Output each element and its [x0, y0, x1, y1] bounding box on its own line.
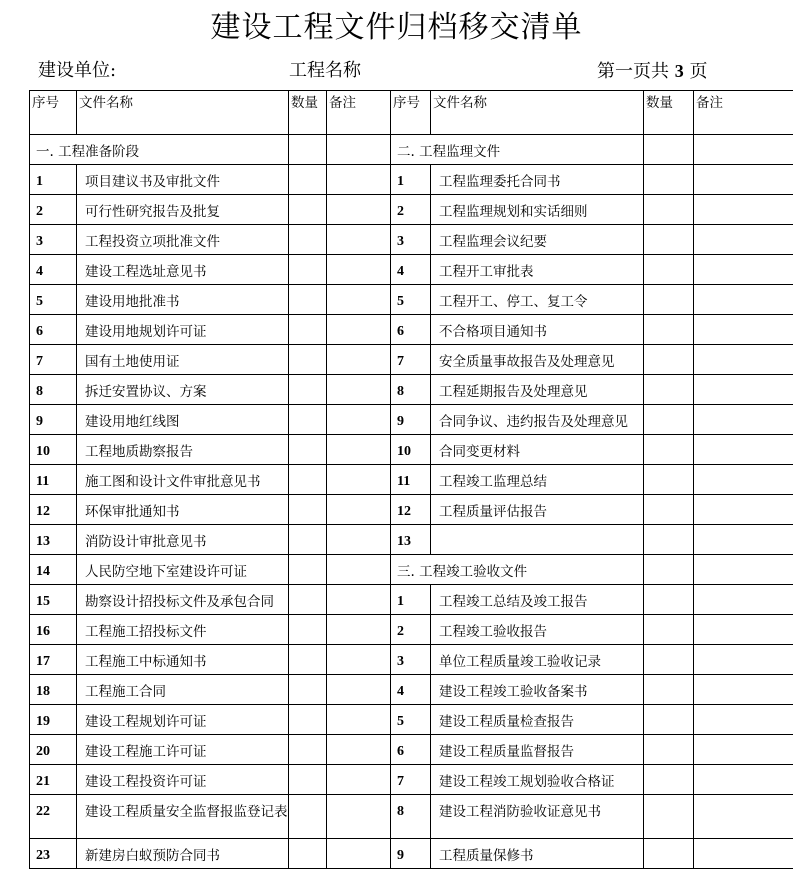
- table-row: [30, 839, 793, 869]
- left-item-number: 3: [30, 225, 77, 255]
- left-item-name: 消防设计审批意见书: [77, 525, 289, 555]
- left-item-name: 环保审批通知书: [77, 495, 289, 525]
- right-quantity-cell: [644, 735, 694, 765]
- right-item-name: 工程质量保修书: [431, 839, 644, 869]
- left-remark-cell: [327, 255, 391, 285]
- right-quantity-cell: [644, 765, 694, 795]
- right-item-number: 9: [391, 839, 431, 869]
- left-quantity-cell: [289, 345, 327, 375]
- table-row: [30, 645, 793, 675]
- left-item-number: 21: [30, 765, 77, 795]
- left-item-name: 建设用地批准书: [77, 285, 289, 315]
- table-row: [30, 795, 793, 839]
- left-item-number: 20: [30, 735, 77, 765]
- right-remark-cell: [694, 495, 793, 525]
- right-item-name: 工程延期报告及处理意见: [431, 375, 644, 405]
- right-item-name: 工程竣工监理总结: [431, 465, 644, 495]
- right-item-number: 11: [391, 465, 431, 495]
- right-quantity-cell: [644, 555, 694, 585]
- table-header-row: [30, 91, 793, 135]
- table-row: [30, 435, 793, 465]
- table-row: [30, 765, 793, 795]
- table-row: [30, 405, 793, 435]
- right-item-name: 工程开工、停工、复工令: [431, 285, 644, 315]
- table-row: [30, 465, 793, 495]
- right-item-number: 8: [391, 375, 431, 405]
- table-row: [30, 195, 793, 225]
- right-remark-cell: [694, 165, 793, 195]
- right-item-number: 8: [391, 795, 431, 839]
- right-remark-cell: [694, 705, 793, 735]
- left-remark-cell: [327, 555, 391, 585]
- left-item-name: 项目建议书及审批文件: [77, 165, 289, 195]
- right-quantity-cell: [644, 675, 694, 705]
- right-item-name: 建设工程质量检查报告: [431, 705, 644, 735]
- right-remark-cell: [694, 795, 793, 839]
- left-quantity-cell: [289, 839, 327, 869]
- right-remark-cell: [694, 555, 793, 585]
- right-item-number: 5: [391, 285, 431, 315]
- page-suffix: 页: [689, 61, 708, 82]
- left-remark-cell: [327, 735, 391, 765]
- right-quantity-cell: [644, 795, 694, 839]
- right-quantity-cell: [644, 465, 694, 495]
- table-row: [30, 345, 793, 375]
- left-item-number: 5: [30, 285, 77, 315]
- right-item-number: 9: [391, 405, 431, 435]
- right-quantity-cell: [644, 195, 694, 225]
- right-quantity-cell: [644, 405, 694, 435]
- right-remark-cell: [694, 345, 793, 375]
- right-item-number: 7: [391, 765, 431, 795]
- table-row: [30, 255, 793, 285]
- header-quantity: 数量: [644, 91, 694, 135]
- left-quantity-cell: [289, 585, 327, 615]
- left-item-name: 建设工程规划许可证: [77, 705, 289, 735]
- right-item-number: 7: [391, 345, 431, 375]
- left-item-number: 11: [30, 465, 77, 495]
- left-quantity-cell: [289, 765, 327, 795]
- right-remark-cell: [694, 735, 793, 765]
- left-remark-cell: [327, 525, 391, 555]
- page-prefix: 第一页共: [597, 61, 669, 82]
- right-item-number: 12: [391, 495, 431, 525]
- left-item-name: 国有土地使用证: [77, 345, 289, 375]
- left-remark-cell: [327, 645, 391, 675]
- left-quantity-cell: [289, 645, 327, 675]
- table-row: [30, 285, 793, 315]
- table-row: [30, 525, 793, 555]
- left-item-name: 建设工程投资许可证: [77, 765, 289, 795]
- left-item-number: 14: [30, 555, 77, 585]
- left-quantity-cell: [289, 615, 327, 645]
- left-item-name: 人民防空地下室建设许可证: [77, 555, 289, 585]
- left-item-number: 4: [30, 255, 77, 285]
- left-item-name: 工程施工招投标文件: [77, 615, 289, 645]
- left-item-number: 1: [30, 165, 77, 195]
- right-item-number: 2: [391, 195, 431, 225]
- right-remark-cell: [694, 315, 793, 345]
- right-item-name: 建设工程质量监督报告: [431, 735, 644, 765]
- table-row: [30, 225, 793, 255]
- page-indicator: [597, 58, 707, 84]
- right-item-name: 工程监理会议纪要: [431, 225, 644, 255]
- left-quantity-cell: [289, 435, 327, 465]
- right-item-number: 5: [391, 705, 431, 735]
- left-remark-cell: [327, 195, 391, 225]
- right-remark-cell: [694, 435, 793, 465]
- table-row: [30, 375, 793, 405]
- left-item-name: 勘察设计招投标文件及承包合同: [77, 585, 289, 615]
- right-item-name: 单位工程质量竣工验收记录: [431, 645, 644, 675]
- left-item-number: 22: [30, 795, 77, 839]
- right-section-heading: 三. 工程竣工验收文件: [391, 555, 644, 585]
- construction-unit-label: 建设单位:: [38, 60, 117, 81]
- right-quantity-cell: [644, 645, 694, 675]
- left-item-name: 建设工程选址意见书: [77, 255, 289, 285]
- right-quantity-cell: [644, 375, 694, 405]
- left-item-name: 建设用地红线图: [77, 405, 289, 435]
- left-remark-cell: [327, 585, 391, 615]
- left-item-number: 15: [30, 585, 77, 615]
- left-remark-cell: [327, 495, 391, 525]
- document-title: 建设工程文件归档移交清单: [210, 10, 583, 45]
- right-item-name: 工程监理委托合同书: [431, 165, 644, 195]
- left-item-name: 施工图和设计文件审批意见书: [77, 465, 289, 495]
- header-file-name: 文件名称: [77, 91, 289, 135]
- right-remark-cell: [694, 765, 793, 795]
- left-item-number: 19: [30, 705, 77, 735]
- left-remark-cell: [327, 615, 391, 645]
- right-quantity-cell: [644, 839, 694, 869]
- left-quantity-cell: [289, 375, 327, 405]
- left-quantity-cell: [289, 315, 327, 345]
- right-quantity-cell: [644, 435, 694, 465]
- left-quantity-cell: [289, 675, 327, 705]
- header-seq: 序号: [30, 91, 77, 135]
- table-row: [30, 735, 793, 765]
- left-remark-cell: [327, 375, 391, 405]
- project-name-label: 工程名称: [289, 60, 361, 81]
- left-remark-cell: [327, 435, 391, 465]
- right-remark-cell: [694, 645, 793, 675]
- left-item-number: 17: [30, 645, 77, 675]
- table-body: [30, 91, 793, 869]
- left-remark-cell: [327, 795, 391, 839]
- left-item-name: 拆迁安置协议、方案: [77, 375, 289, 405]
- right-item-number: 1: [391, 585, 431, 615]
- header-remark: 备注: [327, 91, 391, 135]
- table-row: [30, 555, 793, 585]
- left-quantity-cell: [289, 735, 327, 765]
- right-item-number: 1: [391, 165, 431, 195]
- right-quantity-cell: [644, 315, 694, 345]
- right-remark-cell: [694, 465, 793, 495]
- left-item-number: 7: [30, 345, 77, 375]
- right-remark-cell: [694, 525, 793, 555]
- header-file-name: 文件名称: [431, 91, 644, 135]
- left-item-number: 12: [30, 495, 77, 525]
- right-quantity-cell: [644, 585, 694, 615]
- right-item-name: 不合格项目通知书: [431, 315, 644, 345]
- right-section-heading: 二. 工程监理文件: [391, 135, 644, 165]
- left-item-number: 2: [30, 195, 77, 225]
- left-item-number: 18: [30, 675, 77, 705]
- left-item-name: 工程施工中标通知书: [77, 645, 289, 675]
- right-quantity-cell: [644, 285, 694, 315]
- table-row: [30, 705, 793, 735]
- right-item-number: 6: [391, 315, 431, 345]
- left-quantity-cell: [289, 465, 327, 495]
- left-item-number: 8: [30, 375, 77, 405]
- left-item-number: 23: [30, 839, 77, 869]
- right-quantity-cell: [644, 165, 694, 195]
- header-remark: 备注: [694, 91, 793, 135]
- right-item-name: 工程质量评估报告: [431, 495, 644, 525]
- right-item-name: [431, 525, 644, 555]
- left-item-number: 16: [30, 615, 77, 645]
- right-quantity-cell: [644, 525, 694, 555]
- left-quantity-cell: [289, 525, 327, 555]
- left-quantity-cell: [289, 705, 327, 735]
- left-quantity-cell: [289, 165, 327, 195]
- right-remark-cell: [694, 255, 793, 285]
- table-row: [30, 315, 793, 345]
- right-remark-cell: [694, 839, 793, 869]
- right-item-name: 工程监理规划和实话细则: [431, 195, 644, 225]
- left-quantity-cell: [289, 495, 327, 525]
- right-item-name: 合同变更材料: [431, 435, 644, 465]
- left-section-heading: 一. 工程准备阶段: [30, 135, 289, 165]
- right-remark-cell: [694, 375, 793, 405]
- left-remark-cell: [327, 135, 391, 165]
- left-remark-cell: [327, 315, 391, 345]
- right-remark-cell: [694, 225, 793, 255]
- right-remark-cell: [694, 195, 793, 225]
- left-remark-cell: [327, 405, 391, 435]
- left-remark-cell: [327, 465, 391, 495]
- right-item-name: 建设工程消防验收证意见书: [431, 795, 644, 839]
- right-remark-cell: [694, 615, 793, 645]
- right-quantity-cell: [644, 255, 694, 285]
- left-remark-cell: [327, 705, 391, 735]
- right-quantity-cell: [644, 615, 694, 645]
- left-item-number: 9: [30, 405, 77, 435]
- left-item-name: 工程施工合同: [77, 675, 289, 705]
- left-item-name: 建设工程质量安全监督报监登记表: [77, 795, 289, 839]
- left-quantity-cell: [289, 405, 327, 435]
- right-item-name: 合同争议、违约报告及处理意见: [431, 405, 644, 435]
- left-item-name: 工程地质勘察报告: [77, 435, 289, 465]
- table-row: [30, 585, 793, 615]
- right-item-number: 4: [391, 255, 431, 285]
- left-remark-cell: [327, 675, 391, 705]
- table-row: [30, 165, 793, 195]
- page-total: 3: [674, 61, 684, 81]
- left-item-name: 建设用地规划许可证: [77, 315, 289, 345]
- left-quantity-cell: [289, 225, 327, 255]
- right-item-name: 工程竣工验收报告: [431, 615, 644, 645]
- table-row: [30, 495, 793, 525]
- right-item-number: 13: [391, 525, 431, 555]
- right-quantity-cell: [644, 705, 694, 735]
- left-quantity-cell: [289, 795, 327, 839]
- right-item-name: 工程开工审批表: [431, 255, 644, 285]
- right-quantity-cell: [644, 345, 694, 375]
- right-item-number: 6: [391, 735, 431, 765]
- right-remark-cell: [694, 285, 793, 315]
- left-item-name: 建设工程施工许可证: [77, 735, 289, 765]
- right-remark-cell: [694, 675, 793, 705]
- left-quantity-cell: [289, 555, 327, 585]
- right-item-number: 2: [391, 615, 431, 645]
- right-quantity-cell: [644, 135, 694, 165]
- left-quantity-cell: [289, 285, 327, 315]
- right-item-name: 建设工程竣工规划验收合格证: [431, 765, 644, 795]
- right-item-name: 工程竣工总结及竣工报告: [431, 585, 644, 615]
- left-remark-cell: [327, 285, 391, 315]
- header-seq: 序号: [391, 91, 431, 135]
- left-quantity-cell: [289, 135, 327, 165]
- left-remark-cell: [327, 345, 391, 375]
- right-item-number: 10: [391, 435, 431, 465]
- left-remark-cell: [327, 839, 391, 869]
- right-item-name: 安全质量事故报告及处理意见: [431, 345, 644, 375]
- left-remark-cell: [327, 225, 391, 255]
- right-item-number: 3: [391, 645, 431, 675]
- left-item-name: 可行性研究报告及批复: [77, 195, 289, 225]
- left-item-name: 新建房白蚁预防合同书: [77, 839, 289, 869]
- right-remark-cell: [694, 585, 793, 615]
- right-quantity-cell: [644, 225, 694, 255]
- right-item-number: 4: [391, 675, 431, 705]
- left-item-number: 10: [30, 435, 77, 465]
- right-item-name: 建设工程竣工验收备案书: [431, 675, 644, 705]
- table-row: [30, 135, 793, 165]
- header-quantity: 数量: [289, 91, 327, 135]
- archive-list-table: [29, 90, 793, 869]
- right-remark-cell: [694, 405, 793, 435]
- left-quantity-cell: [289, 255, 327, 285]
- right-quantity-cell: [644, 495, 694, 525]
- left-remark-cell: [327, 165, 391, 195]
- left-remark-cell: [327, 765, 391, 795]
- right-item-number: 3: [391, 225, 431, 255]
- left-item-name: 工程投资立项批准文件: [77, 225, 289, 255]
- right-remark-cell: [694, 135, 793, 165]
- left-item-number: 6: [30, 315, 77, 345]
- left-item-number: 13: [30, 525, 77, 555]
- table-row: [30, 675, 793, 705]
- table-row: [30, 615, 793, 645]
- left-quantity-cell: [289, 195, 327, 225]
